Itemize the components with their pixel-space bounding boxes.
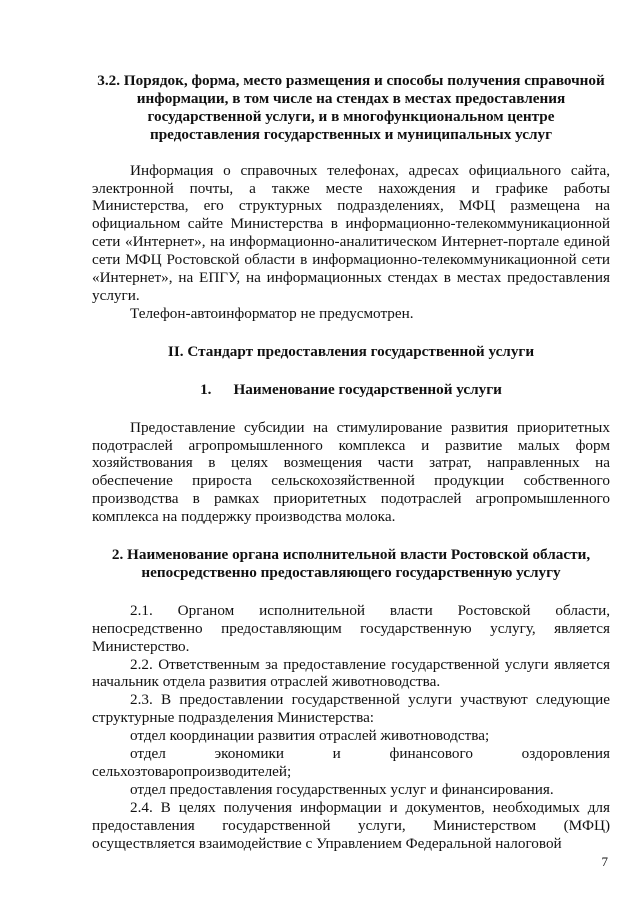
section-3-2-paragraph-info: Информация о справочных телефонах, адресах официального сайта, электронной почты, а также месте нахождения и графике работы Министерства, его структурных подразделениях, МФЦ размещена на официальном сайте Министерства в информационно-телекоммуникационной сети «Интернет», на информационно-аналитическом Интернет-портале единой сети МФЦ Ростовской области в информационно-телекоммуникационной сети «Интернет», на ЕПГУ, на информационных стендах в местах предоставления услуги. xyxy=(92,161,610,304)
section-3-2-heading: 3.2. Порядок, форма, место размещения и способы получения справочной информации, в том числе на стендах в местах предоставления государственной услуги, и в многофункциональном центре предоставления государственных и муниципальных услуг xyxy=(97,72,605,143)
paragraph-2-2: 2.2. Ответственным за предоставление государственной услуги является начальник отдела развития отраслей животноводства. xyxy=(92,655,610,691)
paragraph-2-3: 2.3. В предоставлении государственной услуги участвуют следующие структурные подразделения Министерства: xyxy=(92,691,610,727)
subsection-1-title: Наименование государственной услуги xyxy=(233,380,502,398)
list-item: отдел экономики и финансового оздоровления сельхозтоваропроизводителей; xyxy=(92,745,610,780)
list-item: отдел координации развития отраслей животноводства; xyxy=(130,727,490,745)
subsection-1-paragraph: Предоставление субсидии на стимулирование развития приоритетных подотраслей агропромышленного комплекса и развитие малых форм хозяйствования в целях возмещения части затрат, направленных на обеспечение прироста сельскохозяйственной продукции собственного производства в рамках приоритетных подотраслей агропромышленного комплекса на поддержку производства молока. xyxy=(92,418,610,526)
section-2-heading: II. Стандарт предоставления государственной услуги xyxy=(167,342,535,360)
subsection-1-number: 1. xyxy=(200,380,212,398)
section-3-2-paragraph-phone: Телефон-автоинформатор не предусмотрен. xyxy=(130,304,414,322)
paragraph-2-4: 2.4. В целях получения информации и документов, необходимых для предоставления государственной услуги, Министерством (МФЦ) осуществляется взаимодействие с Управлением Федеральной налоговой xyxy=(92,798,610,852)
subsection-1-heading xyxy=(92,381,610,399)
list-item: отдел предоставления государственных услуг и финансирования. xyxy=(130,780,554,798)
subsection-2-heading: 2. Наименование органа исполнительной власти Ростовской области, непосредственно предоставляющего государственную услугу xyxy=(111,546,591,581)
paragraph-2-1: 2.1. Органом исполнительной власти Ростовской области, непосредственно предоставляющим государственную услугу, является Министерство. xyxy=(92,601,610,655)
document-page xyxy=(92,72,610,853)
page-number: 7 xyxy=(601,854,608,869)
